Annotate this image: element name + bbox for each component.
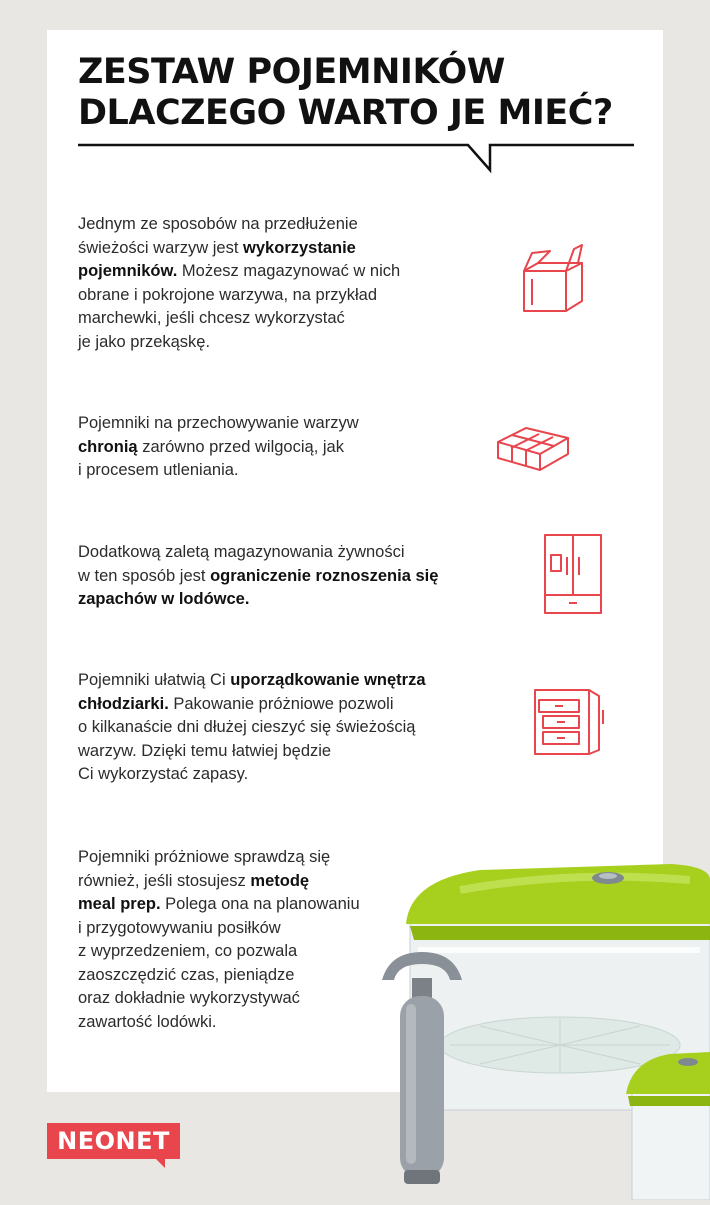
text-line bbox=[78, 565, 498, 589]
bold-text-segment: metodę bbox=[250, 871, 310, 890]
text-line bbox=[78, 260, 478, 284]
logo-text: NEONET bbox=[47, 1123, 180, 1159]
text-segment: Pojemniki na przechowywanie warzyw bbox=[78, 414, 359, 432]
text-segment: w ten sposób jest bbox=[78, 566, 211, 585]
text-segment: z wyprzedzeniem, co pozwala bbox=[78, 942, 298, 960]
text-line bbox=[78, 964, 408, 988]
text-line bbox=[78, 213, 478, 237]
text-segment: zawartość lodówki. bbox=[78, 1012, 217, 1031]
text-line bbox=[78, 693, 498, 717]
bold-text-segment: ograniczenie roznoszenia się bbox=[210, 566, 439, 585]
text-segment: marchewki, jeśli chcesz wykorzystać bbox=[78, 309, 345, 327]
logo-speech-tail bbox=[155, 1158, 165, 1168]
text-line bbox=[78, 987, 408, 1011]
text-segment: Pojemniki ułatwią Ci bbox=[78, 671, 231, 689]
text-block-4 bbox=[78, 669, 498, 787]
text-line bbox=[78, 412, 478, 436]
page-title bbox=[78, 52, 638, 134]
text-segment: Możesz magazynować w nich bbox=[177, 262, 401, 280]
bold-text-segment: zapachów w lodówce. bbox=[78, 590, 250, 608]
text-segment: Dodatkową zaletą magazynowania żywności bbox=[78, 543, 405, 561]
text-segment: obrane i pokrojone warzywa, na przykład bbox=[78, 285, 377, 304]
text-line bbox=[78, 763, 498, 787]
compartment-tray-icon bbox=[496, 424, 570, 472]
title-line-1: ZESTAW POJEMNIKÓW bbox=[78, 52, 505, 92]
bold-text-segment: wykorzystanie bbox=[243, 238, 356, 257]
text-segment: Polega ona na planowaniu bbox=[160, 895, 360, 913]
text-line bbox=[78, 331, 478, 355]
open-fridge-drawers-icon bbox=[533, 688, 607, 758]
text-line bbox=[78, 541, 498, 565]
text-line bbox=[78, 740, 498, 764]
text-block-2 bbox=[78, 412, 478, 483]
text-block-5 bbox=[78, 846, 408, 1034]
title-underline-speech-pointer bbox=[78, 140, 634, 175]
bold-text-segment: uporządkowanie wnętrza bbox=[230, 671, 426, 689]
text-segment: zarówno przed wilgocią, jak bbox=[137, 437, 344, 456]
text-segment: świeżości warzyw jest bbox=[78, 238, 244, 257]
text-segment: i procesem utleniania. bbox=[78, 461, 239, 479]
text-line bbox=[78, 846, 408, 870]
text-segment: zaoszczędzić czas, pieniądze bbox=[78, 965, 295, 984]
text-segment: o kilkanaście dni dłużej cieszyć się świeżością bbox=[78, 718, 416, 736]
text-line bbox=[78, 917, 408, 941]
text-segment: Pakowanie próżniowe pozwoli bbox=[168, 694, 394, 713]
title-line-2: DLACZEGO WARTO JE MIEĆ? bbox=[78, 93, 613, 133]
text-line bbox=[78, 436, 478, 460]
text-line bbox=[78, 940, 408, 964]
text-line bbox=[78, 1011, 408, 1035]
text-segment: je jako przekąskę. bbox=[78, 332, 211, 351]
neonet-logo bbox=[47, 1123, 180, 1169]
bold-text-segment: meal prep. bbox=[78, 895, 161, 913]
text-block-1 bbox=[78, 213, 478, 354]
text-line bbox=[78, 588, 498, 612]
text-segment: Jednym ze sposobów na przedłużenie bbox=[78, 215, 358, 233]
text-segment: oraz dokładnie wykorzystywać bbox=[78, 989, 300, 1007]
fridge-icon bbox=[543, 533, 603, 615]
text-segment: i przygotowywaniu posiłków bbox=[78, 918, 281, 937]
text-line bbox=[78, 307, 478, 331]
bold-text-segment: pojemników. bbox=[78, 262, 178, 280]
text-line bbox=[78, 716, 498, 740]
text-line bbox=[78, 870, 408, 894]
text-segment: Pojemniki próżniowe sprawdzą się bbox=[78, 848, 331, 866]
text-line bbox=[78, 893, 408, 917]
text-segment: również, jeśli stosujesz bbox=[78, 871, 251, 890]
vacuum-containers-image bbox=[370, 840, 710, 1200]
text-block-3 bbox=[78, 541, 498, 612]
text-line bbox=[78, 669, 498, 693]
text-line bbox=[78, 237, 478, 261]
open-box-icon bbox=[520, 243, 586, 315]
text-line bbox=[78, 284, 478, 308]
bold-text-segment: chłodziarki. bbox=[78, 694, 169, 713]
bold-text-segment: chronią bbox=[78, 437, 138, 456]
text-segment: warzyw. Dzięki temu łatwiej będzie bbox=[78, 741, 332, 760]
text-line bbox=[78, 459, 478, 483]
text-segment: Ci wykorzystać zapasy. bbox=[78, 765, 249, 783]
